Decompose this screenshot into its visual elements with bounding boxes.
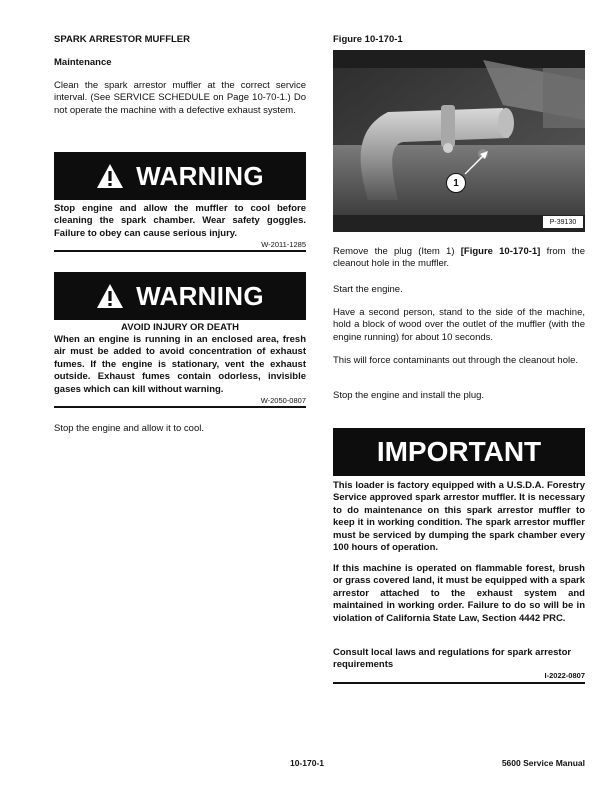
figure-photo	[333, 50, 585, 232]
step-start-engine: Start the engine.	[333, 284, 403, 295]
step-install-plug: Stop the engine and install the plug.	[333, 390, 485, 401]
important-label: IMPORTANT	[376, 436, 542, 467]
subsection-title: Maintenance	[54, 57, 112, 68]
figure-code: P-39130	[543, 216, 583, 228]
warning-triangle-icon	[96, 283, 124, 309]
warning-text: Stop engine and allow the muffler to cool before cleaning the spark chamber. Wear safety goggles. Failure to obey can cause serious injury.	[54, 203, 306, 239]
section-title: SPARK ARRESTOR MUFFLER	[54, 34, 190, 45]
warning-code: W-2011-1285	[261, 240, 306, 249]
step-block-outlet: Have a second person, stand to the side of the machine, hold a block of wood over the outlet of the muffler (with the engine running) for about 10 seconds.	[333, 307, 585, 343]
step-force-contaminants: This will force contaminants out through the cleanout hole.	[333, 355, 579, 366]
important-paragraph: This loader is factory equipped with a U.S.D.A. Forestry Service approved spark arrestor muffler. It is necessary to do maintenance on this spark arrestor muffler to keep it in working condition. The spark arrestor muffler must be serviced by dumping the spark chamber every 100 hours of operation.	[333, 480, 585, 554]
intro-paragraph: Clean the spark arrestor muffler at the correct service interval. (See SERVICE SCHEDULE on Page 10-70-1.) Do not operate the machine with a defective exhaust system.	[54, 80, 306, 116]
warning-label: WARNING	[136, 280, 264, 311]
divider	[54, 250, 306, 252]
figure-title: Figure 10-170-1	[333, 34, 403, 45]
divider	[54, 406, 306, 408]
warning-banner	[54, 272, 306, 320]
closing-paragraph: Stop the engine and allow it to cool.	[54, 423, 204, 434]
warning-label: WARNING	[136, 160, 264, 191]
warning-heading: AVOID INJURY OR DEATH	[121, 322, 239, 333]
important-paragraph: Consult local laws and regulations for spark arrestor requirements	[333, 647, 572, 671]
important-paragraph: If this machine is operated on flammable forest, brush or grass covered land, it must be equipped with a spark arrestor attached to the exhaust system and maintained in working order. Failure to do so will be in violation of California State Law, Section 4442 PRC.	[333, 563, 585, 624]
figure-callout-badge: 1	[446, 173, 466, 193]
warning-banner	[54, 152, 306, 200]
important-code: I-2022-0807	[544, 671, 585, 680]
warning-triangle-icon	[96, 163, 124, 189]
figure-reference: [Figure 10-170-1]	[460, 246, 541, 257]
divider	[333, 682, 585, 684]
page-number: 10-170-1	[290, 758, 325, 768]
manual-name: 5600 Service Manual	[501, 758, 585, 768]
step-text: from the cleanout hole in the muffler.	[333, 246, 585, 270]
step-text: Remove the plug (Item 1)	[333, 246, 461, 257]
important-banner	[333, 428, 585, 476]
warning-text: When an engine is running in an enclosed area, fresh air must be added to avoid concentration of exhaust fumes. If the engine is stationary, vent the exhaust outside. Exhaust fumes contain odorless, invisible gases which can kill without warning.	[54, 334, 306, 395]
warning-code: W-2050-0807	[260, 396, 306, 405]
muffler-photo-image	[333, 50, 585, 232]
step-remove-plug	[333, 246, 585, 271]
